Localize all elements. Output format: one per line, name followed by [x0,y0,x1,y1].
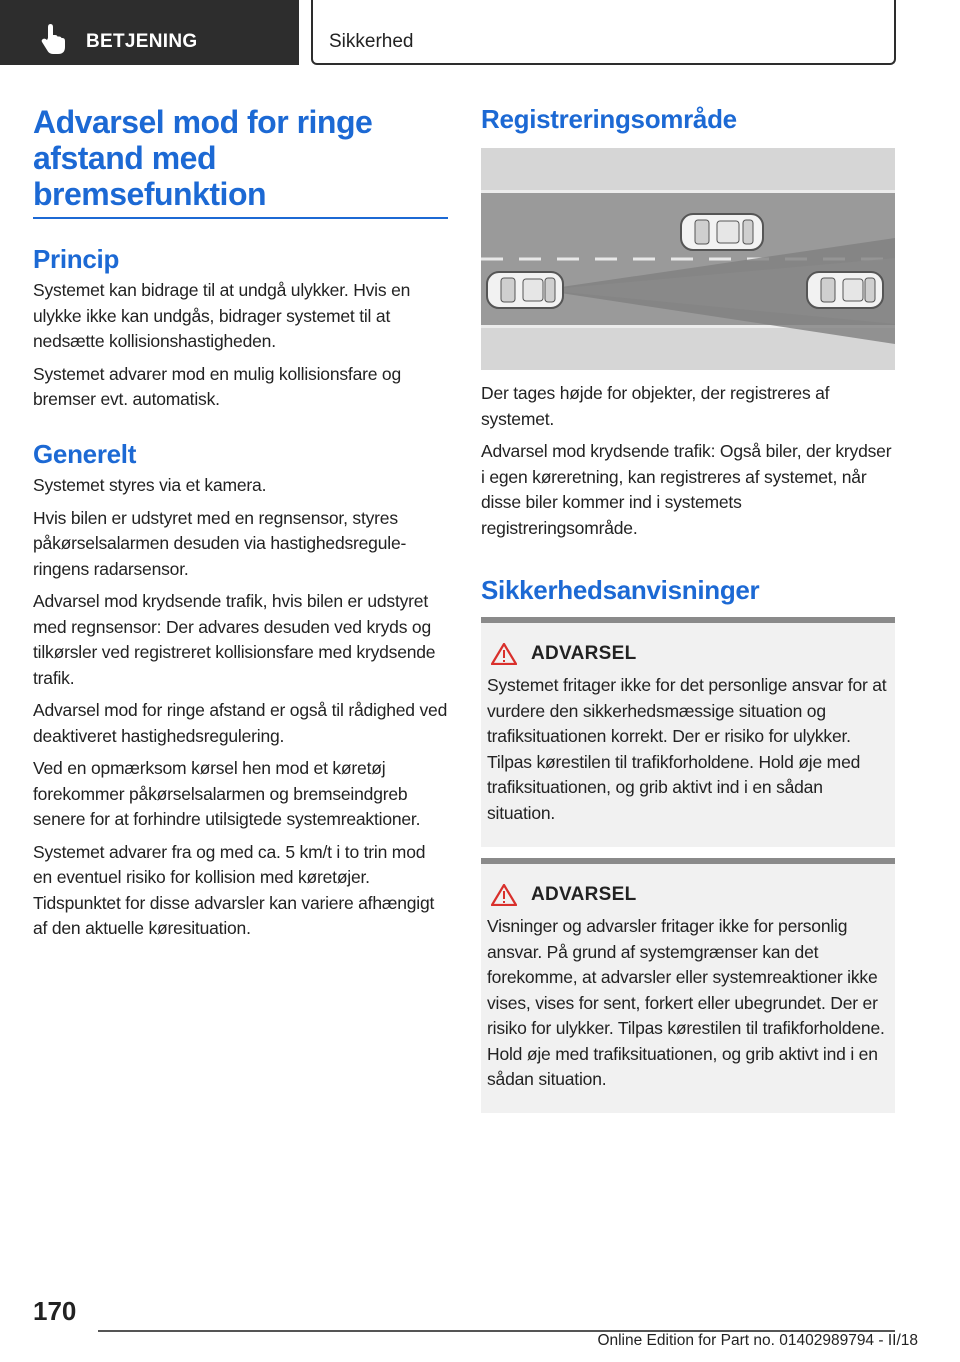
principle-heading: Princip [33,244,120,274]
title-divider [33,217,448,219]
general-paragraph: Advarsel mod krydsende trafik, hvis bilen er udstyret med regnsensor: Der advares desuden ved kryds og tilkørsler ved registreret kollisionsfare med krydsende trafik. [33,591,436,688]
car-adjacent [681,214,763,250]
road-diagram [481,148,895,370]
warning-triangle-icon [491,643,517,665]
section-label: BETJENING [86,31,198,52]
warning-box [481,617,895,847]
page-number: 170 [33,1296,77,1326]
general-paragraph: Systemet advarer fra og med ca. 5 km/t i to trin mod en eventuel risiko for kollision med køretøjer. Tidspunktet for disse advarsler kan variere afhængigt af den aktuelle køresituation. [33,841,435,938]
warning-text: Systemet fritager ikke for det personlige ansvar for at vurdere den sikkerhedsmæssige situation og trafiksituationen korrekt. Der er risiko for ulykker. Tilpas kørestilen til trafikforholdene. Hold øje med trafiksituationen, og grib aktivt ind i en sådan situation. [487,675,887,823]
warning-text: Visninger og advarsler fritager ikke for personlig ansvar. På grund af systemgrænser kan det forekomme, at advarsler eller systemreaktioner ikke vises, vises for sent, forkert eller ubegrundet. Der er risiko for ulykker. Tilpas kørestilen til trafikforholdene. Hold øje med trafiksituationen, og grib aktivt ind i en sådan situation. [487,916,885,1089]
detection-text [481,381,895,541]
principle-paragraph: Systemet advarer mod en mulig kollisionsfare og bremser evt. automatisk. [33,363,401,409]
detection-heading: Registreringsområde [481,104,737,134]
principle-paragraph: Systemet kan bidrage til at undgå ulykker. Hvis en ulykke ikke kan undgås, bidrager systemet til at nedsætte kollisionshastigheden. [33,280,411,351]
page-title: Advarsel mod for ringe afstand med bremsefunktion [33,104,373,212]
warning-triangle-icon [491,884,517,906]
subsection-tab [311,0,896,65]
general-heading: Generelt [33,439,137,469]
general-paragraph: Advarsel mod for ringe afstand er også til rådighed ved deaktiveret hastighedsregulering. [33,700,448,746]
principle-section [33,244,448,413]
warning-box [481,858,895,1113]
car-front [807,272,883,308]
edition-note: Online Edition for Part no. 01402989794 - II/18 [597,1332,918,1349]
general-section [33,439,448,942]
safety-heading-wrap [481,575,895,605]
car-ego [487,272,563,308]
general-paragraph: Ved en opmærksom kørsel hen mod et køretøj forekommer påkørselsalarmen og bremseindgreb senere for at forhindre utilsigtede systemreaktioner. [33,758,421,829]
subsection-label: Sikkerhed [329,31,414,52]
detection-paragraph: Der tages højde for objekter, der registreres af systemet. [481,383,830,429]
warning-title: ADVARSEL [531,884,637,905]
general-paragraph: Systemet styres via et kamera. [33,475,267,495]
detection-area-illustration [481,148,895,370]
detection-heading-wrap [481,104,895,134]
safety-heading: Sikkerhedsanvisninger [481,575,760,605]
hand-pointer-icon [40,24,66,54]
warning-title: ADVARSEL [531,643,637,664]
general-paragraph: Hvis bilen er udstyret med en regnsensor, styres påkørselsalarmen desuden via hastighedsreguleringens radarsensor. [33,507,407,579]
section-tab [0,0,299,65]
detection-paragraph: Advarsel mod krydsende trafik: Også biler, der krydser i egen køreretning, kan registreres af systemet, når disse biler kommer ind i systemets registreringsområde. [481,441,892,538]
